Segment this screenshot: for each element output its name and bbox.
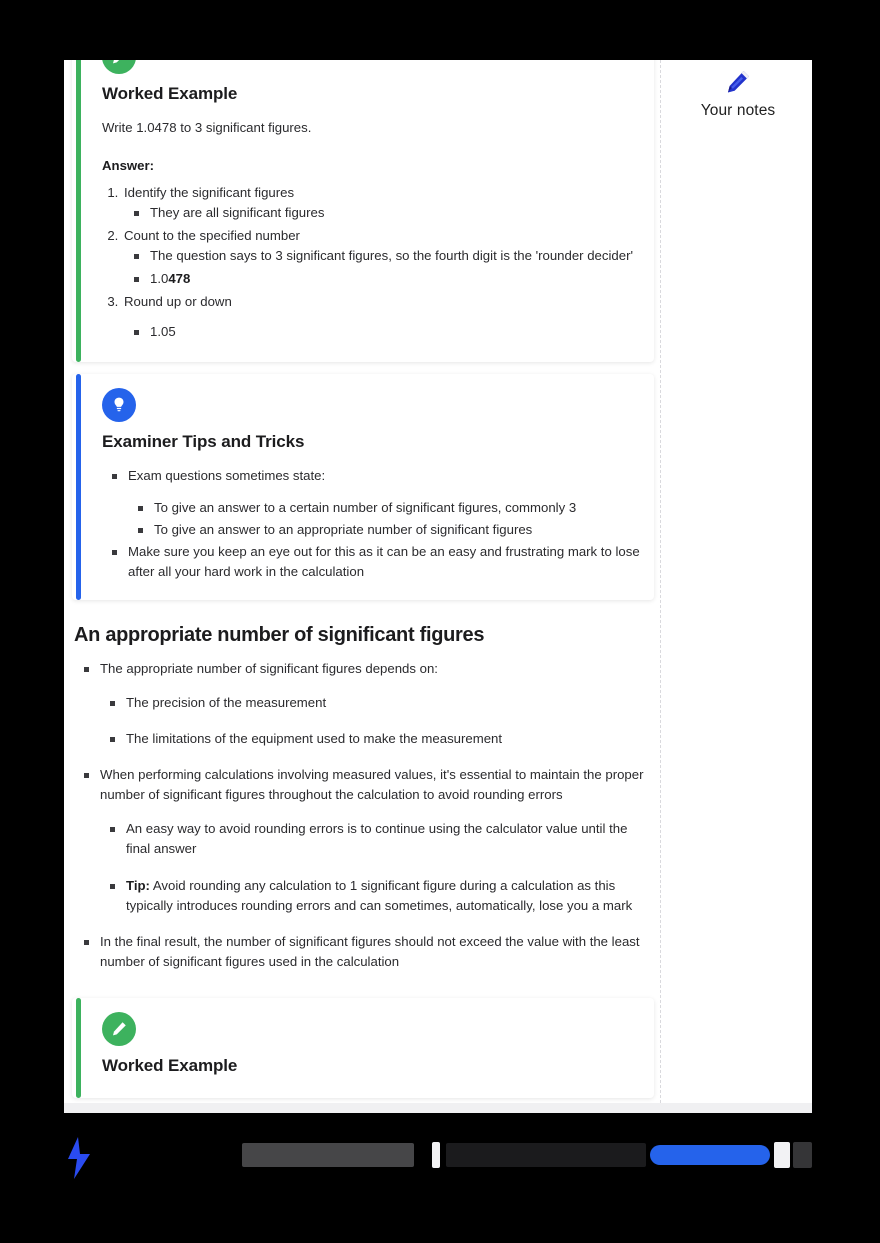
obscured-block-4[interactable] bbox=[793, 1142, 812, 1168]
worked-example-question: Write 1.0478 to 3 significant figures. bbox=[102, 120, 312, 135]
list-item-tip bbox=[100, 876, 654, 916]
step-text: Identify the significant figures bbox=[124, 185, 295, 201]
notes-divider bbox=[660, 60, 661, 1103]
step-text: Count to the specified number bbox=[124, 228, 300, 244]
list-item-highlighted bbox=[124, 269, 644, 289]
list-item: The question says to 3 significant figures, so the fourth digit is the 'rounder decider' bbox=[124, 246, 644, 266]
list-item: An easy way to avoid rounding errors is to continue using the calculator value until the final answer bbox=[100, 819, 654, 859]
document-page bbox=[64, 60, 812, 1103]
pencil-glyph bbox=[110, 1020, 128, 1038]
section-bullet-list bbox=[74, 659, 654, 972]
examiner-tips-title: Examiner Tips and Tricks bbox=[102, 431, 305, 451]
obscured-pill-button[interactable] bbox=[650, 1145, 770, 1165]
pencil-glyph bbox=[110, 60, 128, 66]
your-notes-gutter[interactable] bbox=[664, 68, 812, 120]
step-subpoints bbox=[124, 246, 644, 288]
nested-list bbox=[128, 498, 644, 540]
worked-example-steps bbox=[122, 182, 644, 342]
list-item: Make sure you keep an eye out for this as it can be an easy and frustrating mark to lose after all your hard work in the calculation bbox=[102, 542, 644, 582]
tip-text: Avoid rounding any calculation to 1 significant figure during a calculation as this typically introduces rounding errors and can sometimes, automatically, lose you a mark bbox=[126, 877, 633, 913]
lightbulb-glyph bbox=[109, 395, 129, 415]
lightbulb-icon bbox=[102, 388, 136, 422]
list-item: 1.05 bbox=[124, 322, 644, 342]
footer-bar bbox=[0, 1113, 880, 1243]
worked-example-title-bottom: Worked Example bbox=[102, 1055, 238, 1075]
pencil-circle-icon bbox=[102, 60, 136, 74]
your-notes-label: Your notes bbox=[700, 102, 776, 119]
obscured-divider bbox=[432, 1142, 440, 1168]
tip-label: Tip: bbox=[126, 877, 150, 893]
obscured-block-3[interactable] bbox=[774, 1142, 790, 1168]
pencil-circle-icon bbox=[102, 1012, 136, 1046]
list-item: The limitations of the equipment used to make the measurement bbox=[100, 729, 654, 749]
list-item: The precision of the measurement bbox=[100, 693, 654, 713]
list-item-text: When performing calculations involving measured values, it's essential to maintain the proper number of significant figures throughout the calculation to avoid rounding errors bbox=[100, 767, 644, 803]
number-bold-digits: 478 bbox=[168, 270, 191, 286]
answer-label: Answer: bbox=[102, 158, 155, 174]
list-item: In the final result, the number of significant figures should not exceed the value with the least number of significant figures used in the calculation bbox=[74, 932, 654, 972]
pencil-icon bbox=[724, 68, 752, 96]
worked-example-callout-bottom bbox=[72, 998, 654, 1098]
nested-list bbox=[100, 819, 654, 915]
list-item: To give an answer to a certain number of significant figures, commonly 3 bbox=[128, 498, 644, 518]
page-bottom-strip bbox=[64, 1103, 812, 1113]
page-title: An appropriate number of significant figures bbox=[74, 624, 485, 647]
examiner-tips-list bbox=[102, 466, 644, 582]
nested-list bbox=[100, 693, 654, 749]
step-subpoints bbox=[124, 322, 644, 342]
list-item bbox=[74, 659, 654, 749]
list-item: They are all significant figures bbox=[124, 203, 644, 223]
list-item-text: The appropriate number of significant figures depends on: bbox=[100, 661, 438, 677]
list-item: To give an answer to an appropriate number of significant figures bbox=[128, 520, 644, 540]
content-column bbox=[64, 60, 654, 1098]
lightning-bolt-logo[interactable] bbox=[60, 1135, 100, 1181]
step-text: Round up or down bbox=[124, 293, 232, 309]
number-prefix: 1.0 bbox=[150, 270, 169, 286]
examiner-tips-callout bbox=[72, 374, 654, 600]
worked-example-callout-top bbox=[72, 60, 654, 362]
step-subpoints bbox=[124, 203, 644, 223]
list-item bbox=[74, 765, 654, 915]
step-item bbox=[122, 225, 644, 288]
step-item bbox=[122, 291, 644, 342]
obscured-block-1[interactable] bbox=[242, 1143, 414, 1167]
list-item bbox=[102, 466, 644, 540]
obscured-block-2[interactable] bbox=[446, 1143, 646, 1167]
step-item bbox=[122, 182, 644, 223]
worked-example-title-top: Worked Example bbox=[102, 84, 238, 103]
list-item-text: Exam questions sometimes state: bbox=[128, 467, 326, 483]
